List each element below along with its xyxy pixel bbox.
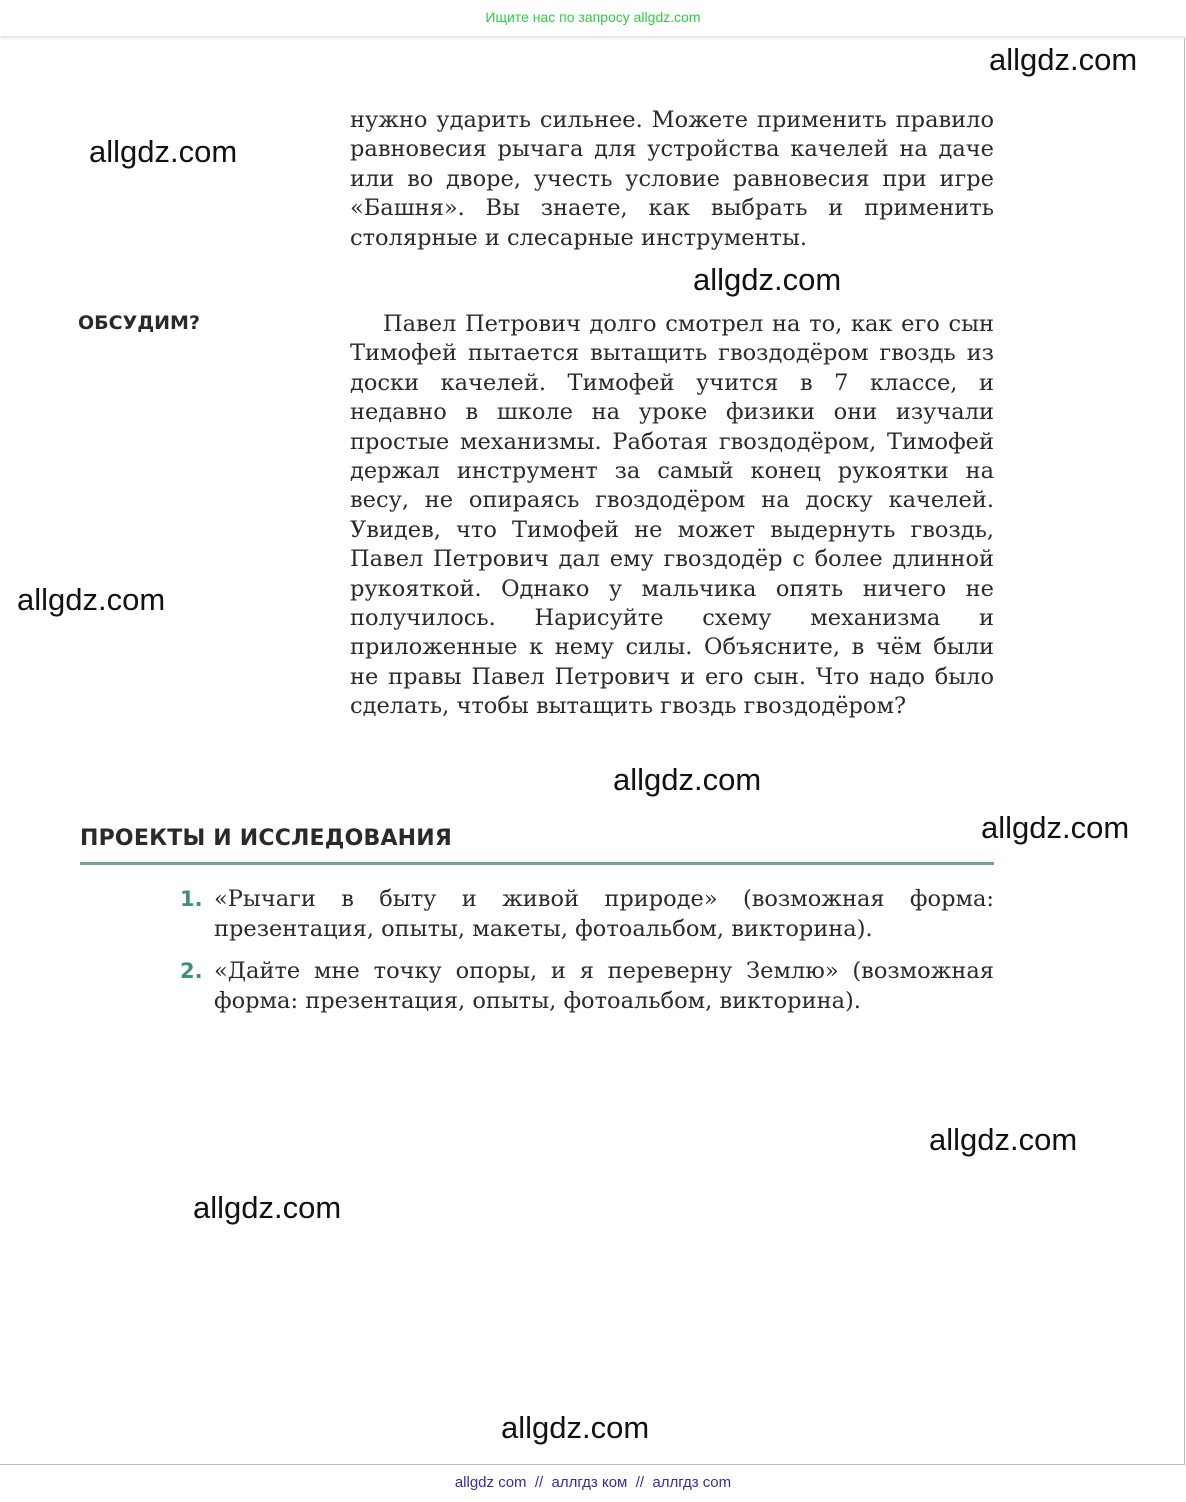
watermark: allgdz.com xyxy=(501,1410,650,1445)
watermark: allgdz.com xyxy=(193,1190,342,1225)
projects-list xyxy=(180,884,994,1028)
section-title: ПРОЕКТЫ И ИССЛЕДОВАНИЯ xyxy=(80,826,453,851)
watermark: allgdz.com xyxy=(929,1122,1078,1157)
list-item xyxy=(180,956,994,1016)
intro-paragraph xyxy=(350,106,994,253)
list-item xyxy=(180,884,994,944)
discuss-text: Павел Петрович долго смотрел на то, как его сын Тимофей пытается вытащить гвоздодёром гвоздь из доски качелей. Тимофей учится в 7 классе, и недавно в школе на уроке физики они изучали простые механизмы. Работая гвоздодёром, Тимофей держал инструмент за самый конец рукоятки на весу, не опираясь гвоздодёром на доску качелей. Увидев, что Тимофей не может выдернуть гвоздь, Павел Петрович дал ему гвоздодёр с более длинной рукояткой. Однако у мальчика опять ничего не получилось. Нарисуйте схему механизма и приложенные к нему силы. Объясните, в чём были не правы Павел Петрович и его сын. Что надо было сделать, чтобы вытащить гвоздь гвоздодёром? xyxy=(350,311,994,720)
section-divider xyxy=(80,862,994,865)
item-text: «Рычаги в быту и живой природе» (возможная форма: презентация, опыты, макеты, фотоальбом, викторина). xyxy=(214,886,994,942)
discuss-paragraph xyxy=(350,310,994,722)
discuss-label: ОБСУДИМ? xyxy=(78,312,200,334)
watermark: allgdz.com xyxy=(693,262,842,297)
top-banner[interactable]: Ищите нас по запросу allgdz.com xyxy=(0,0,1186,36)
footer-text[interactable]: allgdz com // аллгдз ком // аллгдз com xyxy=(454,1474,732,1491)
watermark: allgdz.com xyxy=(17,582,166,617)
item-number: 2. xyxy=(180,959,203,983)
item-text: «Дайте мне точку опоры, и я переверну Землю» (возможная форма: презентация, опыты, фотоальбом, викторина). xyxy=(214,958,994,1014)
watermark: allgdz.com xyxy=(89,134,238,169)
watermark: allgdz.com xyxy=(981,810,1130,845)
watermark: allgdz.com xyxy=(613,762,762,797)
intro-text: нужно ударить сильнее. Можете применить правило равновесия рычага для устройства качелей на даче или во дворе, учесть условие равновесия при игре «Башня». Вы знаете, как выбрать и применить столярные и слесарные инструменты. xyxy=(350,107,994,251)
footer-links[interactable] xyxy=(0,1474,1186,1491)
watermark: allgdz.com xyxy=(989,42,1138,77)
item-number: 1. xyxy=(180,887,203,911)
